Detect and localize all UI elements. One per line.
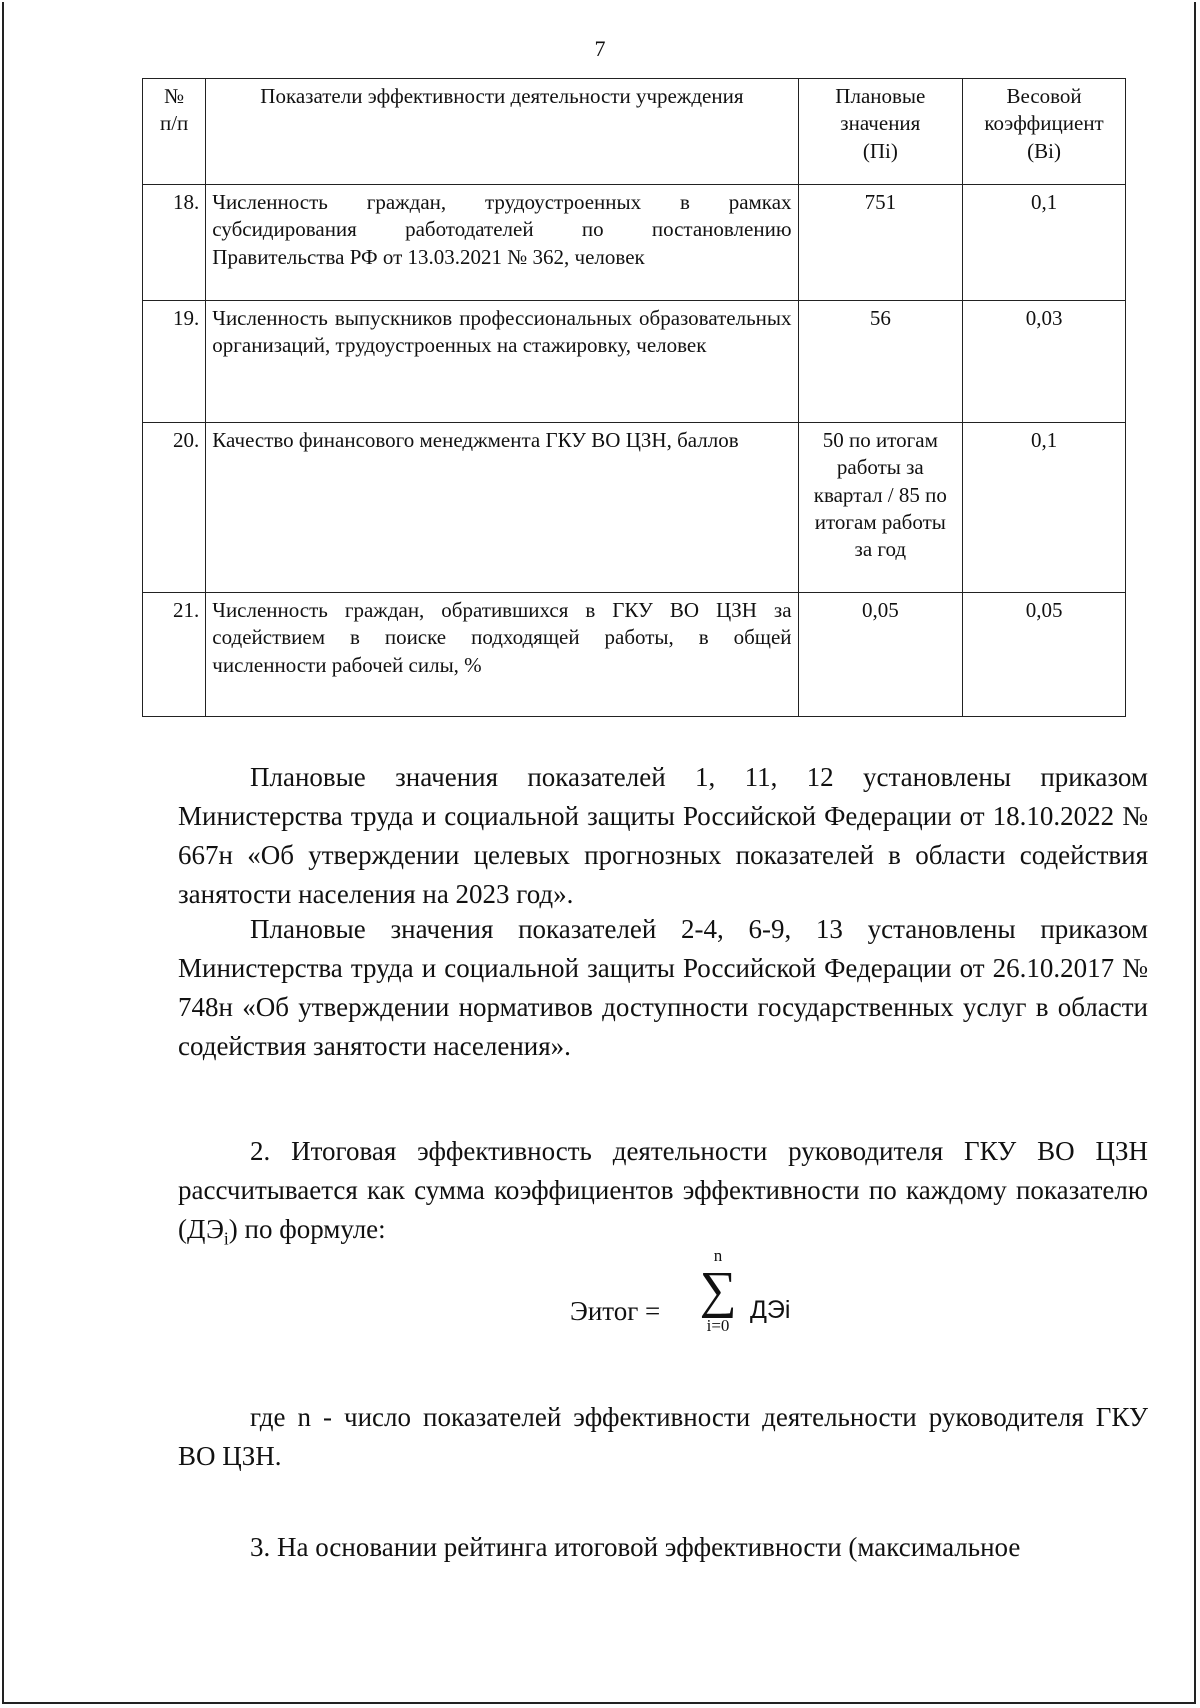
paragraph-rating: 3. На основании рейтинга итоговой эффективности (максимальное: [250, 1532, 1021, 1562]
header-weight: Весовой коэффициент (Вi): [963, 79, 1126, 185]
row-plan-value: 751: [798, 185, 963, 301]
paragraph-final-efficiency: [178, 1132, 1148, 1258]
table-row: [143, 185, 1126, 301]
formula-lhs: Эитог =: [570, 1296, 661, 1326]
sigma-icon: ∑: [699, 1262, 737, 1319]
paragraph-final-efficiency-text: 2. Итоговая эффективность деятельности руководителя ГКУ ВО ЦЗН рассчитывается как сумма коэффициентов эффективности по каждому показателю (ДЭ: [178, 1136, 1148, 1244]
formula-term: ДЭi: [750, 1296, 791, 1324]
row-indicator-name: Численность граждан, трудоустроенных в рамках субсидирования работодателей по постановлению Правительства РФ от 13.03.2021 № 362, человек: [206, 185, 798, 301]
formula-upper-limit: n: [713, 1246, 723, 1265]
row-number: 21.: [143, 593, 206, 717]
row-indicator-name: Численность граждан, обратившихся в ГКУ ВО ЦЗН за содействием в поиске подходящей работы, в общей численности рабочей силы, %: [206, 593, 798, 717]
subscript-i: i: [223, 1228, 229, 1249]
paragraph-plan-values-2: Плановые значения показателей 2-4, 6-9, 13 установлены приказом Министерства труда и социальной защиты Российской Федерации от 26.10.2017 № 748н «Об утверждении нормативов доступности государственных услуг в области содействия занятости населения».: [178, 914, 1148, 1061]
indicators-table: [142, 78, 1126, 717]
formula-lower-limit: i=0: [706, 1316, 730, 1335]
table-row: [143, 423, 1126, 593]
formula-summation: [688, 1246, 748, 1336]
table-header-row: [143, 79, 1126, 185]
row-plan-value: 50 по итогам работы за квартал / 85 по итогам работы за год: [798, 423, 963, 593]
row-number: 19.: [143, 301, 206, 423]
header-num: № п/п: [143, 79, 206, 185]
row-plan-value: 56: [798, 301, 963, 423]
row-indicator-name: Качество финансового менеджмента ГКУ ВО ЦЗН, баллов: [206, 423, 798, 593]
row-weight-value: 0,1: [963, 423, 1126, 593]
header-plan: Плановые значения (Пi): [798, 79, 963, 185]
paragraph-final-efficiency-end: ) по формуле:: [228, 1214, 386, 1244]
row-plan-value: 0,05: [798, 593, 963, 717]
paragraph-plan-values-1: Плановые значения показателей 1, 11, 12 установлены приказом Министерства труда и социальной защиты Российской Федерации от 18.10.2022 № 667н «Об утверждении целевых прогнозных показателей в области содействия занятости населения на 2023 год».: [178, 762, 1148, 909]
row-weight-value: 0,1: [963, 185, 1126, 301]
row-weight-value: 0,05: [963, 593, 1126, 717]
efficiency-formula: [570, 1246, 790, 1356]
row-number: 20.: [143, 423, 206, 593]
page-number: 7: [594, 36, 606, 61]
row-weight-value: 0,03: [963, 301, 1126, 423]
row-indicator-name: Численность выпускников профессиональных образовательных организаций, трудоустроенных на стажировку, человек: [206, 301, 798, 423]
row-number: 18.: [143, 185, 206, 301]
header-name: Показатели эффективности деятельности учреждения: [206, 79, 798, 185]
table-row: [143, 593, 1126, 717]
table-row: [143, 301, 1126, 423]
paragraph-where-n: где n - число показателей эффективности деятельности руководителя ГКУ ВО ЦЗН.: [178, 1402, 1148, 1471]
